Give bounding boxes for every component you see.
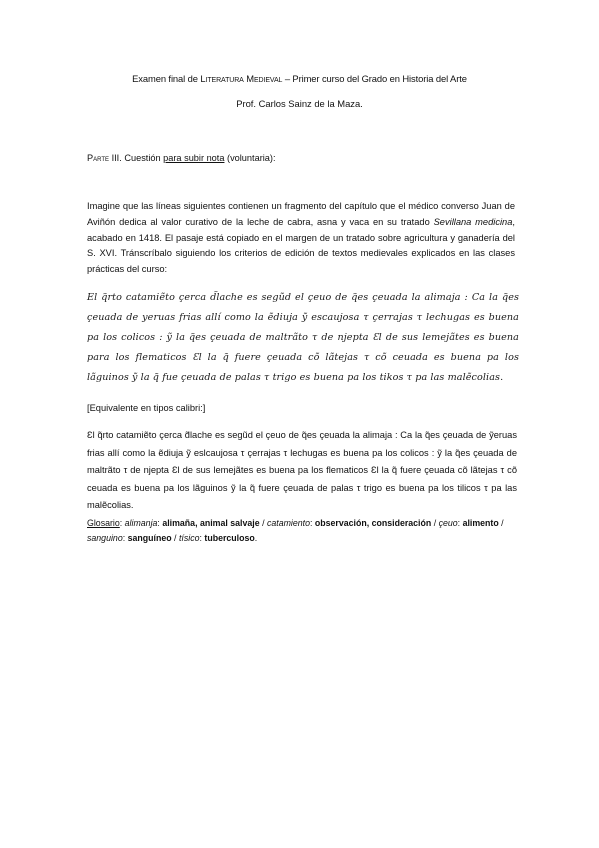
equivalent-label: [Equivalente en tipos calibri:] xyxy=(87,403,206,413)
glossary-definition: alimento xyxy=(462,518,499,528)
glossary-term: sanguino xyxy=(87,532,123,543)
glossary-definition: alimaña, animal salvaje xyxy=(162,518,260,528)
glossary: Glosario: alimanja: alimaña, animal salvaje / catamiento: observación, consideración / çeuo: alimento / sanguino: sanguíneo / tísico: tuberculoso. xyxy=(87,518,504,543)
glossary-definition: sanguíneo xyxy=(127,532,172,543)
exam-title xyxy=(0,73,599,84)
equivalent-text: Ɛl q̃rto catamiẽto çerca d̃lache es segũd el çeuo de q̃es çeuada la alimaja : Ca la q̃es çeuada de ỹeruas frias allí como la ẽdiuja ỹ eslcaujosa τ çerrajas τ lechugas es buena pa los colicos : ỹ la q̃es çeuada de maltrãto τ de njepta Ɛl de sus lemejãtes es buena pa los flematicos Ɛl la q̃ fuere çeuada cõ lãtejas τ cõ ceuada es buena pa los lãguinos ỹ la q̃ fuere çeuada de palas τ trigo es buena pa los tilicos τ pa las malẽcolias. xyxy=(87,430,517,510)
intro-text-1: Imagine que las líneas siguientes contienen un fragmento del capítulo que el médico converso Juan de Aviñón dedica al valor curativo de la leche de cabra, asna y vaca en su tratado xyxy=(87,201,515,227)
intro-text-2: , acabado en 1418. El pasaje está copiado en el margen de un tratado sobre agricultura y ganadería del S. XVI. Tránscríbalo siguiendo los criterios de edición de textos medievales explicados en las clases prácticas del curso: xyxy=(87,216,515,275)
glossary-term: çeuo xyxy=(438,518,458,528)
intro-book-title: Sevillana medicina xyxy=(433,216,513,227)
glossary-label: Glosario xyxy=(87,518,120,528)
glossary-term: tísico xyxy=(178,532,200,543)
title-course-name: Literatura Medieval xyxy=(200,73,283,84)
glossary-term: alimanja xyxy=(124,518,158,528)
glossary-term: catamiento xyxy=(266,518,310,528)
glossary-definition: observación, consideración xyxy=(314,518,432,528)
title-suffix: – Primer curso del Grado en Historia del Arte xyxy=(282,73,467,84)
intro-paragraph xyxy=(87,199,515,278)
part-label: Parte III xyxy=(87,153,120,163)
manuscript-passage: El q̃rto catamiẽto çerca d̃lache es segũd el çeuo de q̃es çeuada la alimaja : Ca la q̃es çeuada de yeruas frias allí como la ẽdiuja ỹ escaujosa τ çerrajas τ lechugas es buena pa los colicos : ỹ la q̃es çeuada de maltrãto τ de njepta Ɛl de sus lemejãtes es buena para los flematicos Ɛl la q̃ fuere çeuada cõ lãtejas τ cõ ceuada es buena pa los lãguinos ỹ la q̃ fue çeuada de palas τ trigo es buena pa los tikos τ pa las malẽcolias. xyxy=(87,292,519,383)
glossary-definition: tuberculoso xyxy=(204,532,255,543)
part-text-after: (voluntaria): xyxy=(224,153,276,163)
part-text-before: . Cuestión xyxy=(119,153,164,163)
author-line: Prof. Carlos Sainz de la Maza. xyxy=(236,98,363,109)
title-prefix: Examen final de xyxy=(132,73,201,84)
part-underlined: para subir nota xyxy=(163,153,225,163)
part-heading xyxy=(87,153,276,163)
